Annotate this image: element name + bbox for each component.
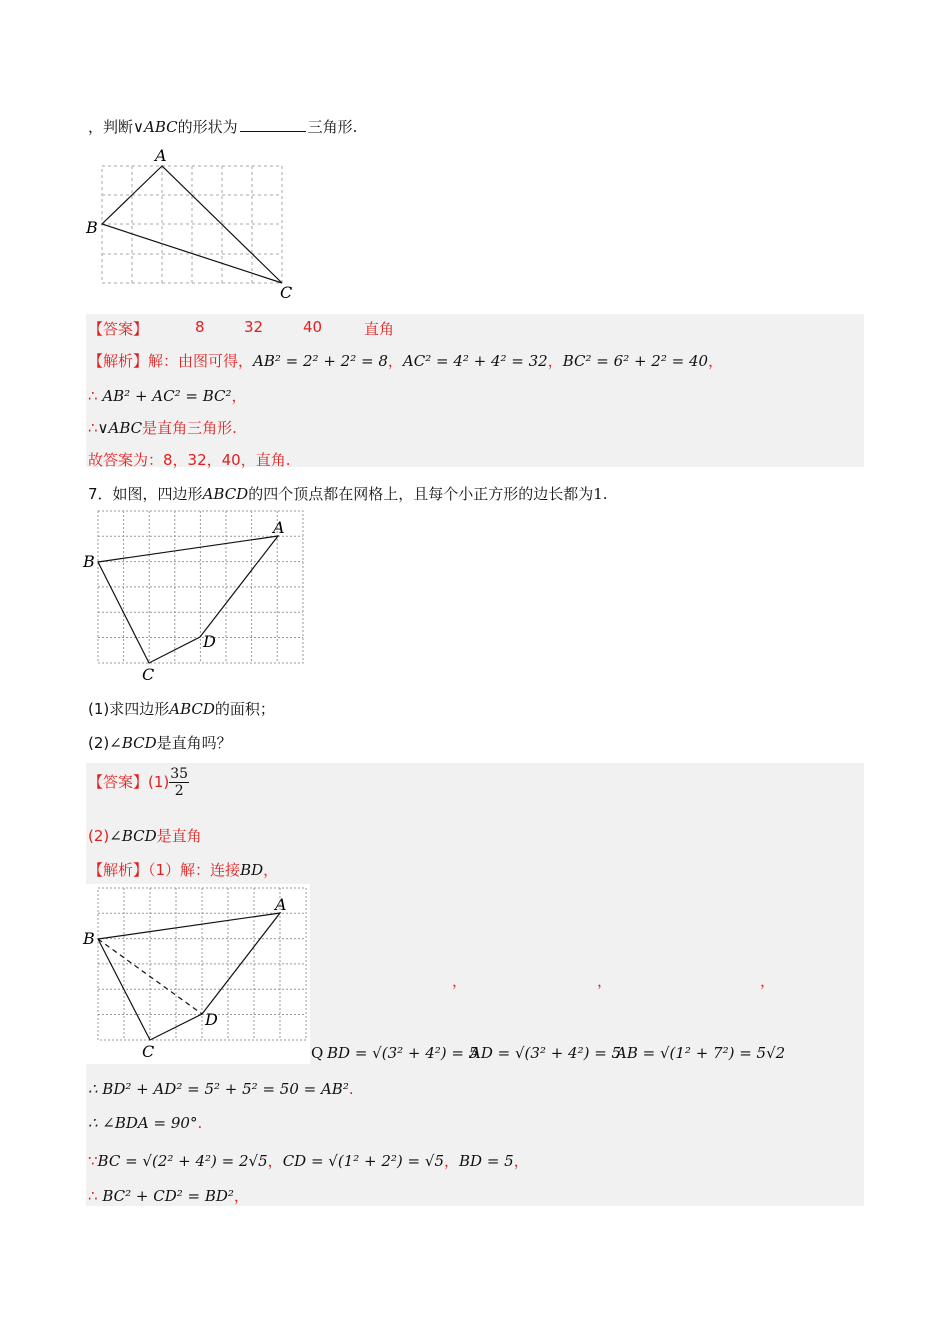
q6-analysis-line4: 故答案为：8，32，40，直角.	[88, 451, 291, 469]
q6-question-line	[88, 116, 357, 137]
q7-answer-label: 【答案】	[88, 773, 149, 791]
q7-answer1-fraction	[169, 766, 189, 799]
q6-triangle-symbol-2: ∨ABC	[97, 419, 143, 437]
q7-part1-math: ABCD	[169, 700, 215, 718]
q7-solution-figure	[82, 882, 312, 1062]
q7-line3-eq: ∴ ∠BDA = 90°	[88, 1114, 198, 1132]
q7-analysis-lead-end: ，	[263, 861, 279, 879]
q6-triangle-figure	[84, 144, 304, 302]
q6-analysis-line2	[88, 385, 247, 406]
q6-answer-value-2: 32	[244, 318, 264, 336]
q6-grid	[102, 166, 282, 283]
q7-part2-pre: (2)	[88, 734, 110, 752]
q7-line5-eq: BC² + CD² = BD²	[102, 1187, 234, 1205]
q7-stem-math: ABCD	[202, 485, 249, 503]
q7-solution-label-d: D	[205, 1010, 218, 1029]
q6-triangle-symbol: ∨ABC	[133, 118, 178, 136]
q7-solution-quadrilateral	[98, 913, 280, 1040]
q6-eq-ac: AC² = 4² + 4² = 32	[402, 352, 548, 370]
q6-conclusion-text: 是直角三角形.	[142, 419, 237, 437]
therefore-symbol: ∴	[88, 387, 98, 405]
q7-calc-q: Q	[311, 1044, 324, 1062]
q7-part2-math: ∠BCD	[109, 734, 157, 752]
q7-line3-period: .	[197, 1114, 203, 1132]
q6-sep-2: ，	[547, 352, 563, 370]
q7-answer1-pre: (1)	[148, 773, 170, 791]
q7-calc-ab: AB = √(1² + 7²) = 5√2	[616, 1044, 786, 1062]
q7-answer-line1	[88, 766, 189, 799]
q6-question-prefix: ，判断	[88, 118, 134, 136]
q7-analysis-lead-math: BD	[240, 861, 264, 879]
q7-comma-3: ，	[760, 972, 776, 990]
q6-answer-label: 【答案】	[88, 320, 149, 338]
q7-line2-period: .	[348, 1080, 354, 1098]
q6-answer-blank	[240, 117, 306, 132]
q6-pythag-eq: AB² + AC² = BC²	[102, 387, 232, 405]
q6-question-suffix: 三角形.	[307, 118, 358, 136]
q6-label-a: A	[155, 146, 167, 165]
q7-number: 7．	[88, 485, 113, 503]
q7-label-a: A	[273, 518, 285, 537]
q6-analysis-line1	[88, 350, 723, 371]
therefore-symbol-2: ∴	[88, 419, 98, 437]
q7-part2	[88, 732, 232, 753]
q7-comma-2: ，	[597, 972, 613, 990]
q7-label-c: C	[142, 665, 155, 684]
because-symbol: ∵	[88, 1152, 98, 1170]
q7-quadrilateral-figure	[82, 505, 308, 685]
q7-analysis-label: 【解析】	[88, 861, 149, 879]
q7-line5-end: ，	[233, 1187, 249, 1205]
q6-question-mid: 的形状为	[177, 118, 238, 136]
q7-answer1-numerator: 35	[170, 766, 189, 782]
q6-analysis-line3	[88, 417, 237, 438]
q7-answer2-pre: (2)	[88, 827, 110, 845]
q7-solution-label-a: A	[275, 895, 287, 914]
q7-answer2-math: ∠BCD	[109, 827, 157, 845]
q7-solution-label-c: C	[142, 1042, 155, 1061]
q6-label-c: C	[280, 283, 293, 302]
q7-line4	[88, 1150, 529, 1171]
q7-line4-sep1: ，	[267, 1152, 283, 1170]
q7-calc-ad: AD = √(3² + 4²) = 5	[470, 1044, 622, 1062]
q7-answer1-denominator: 2	[174, 783, 184, 799]
q7-line4-cd: CD = √(1² + 2²) = √5	[282, 1152, 444, 1170]
q6-answer-line	[88, 318, 148, 339]
q6-analysis-lead: 解：由图可得，	[148, 352, 254, 370]
q6-eq-ab: AB² = 2² + 2² = 8	[253, 352, 388, 370]
q7-line3	[88, 1114, 202, 1132]
q6-sep-3: ，	[708, 352, 724, 370]
q7-comma-1: ，	[452, 972, 468, 990]
q7-line5	[88, 1185, 249, 1206]
q7-stem-post: 的四个顶点都在网格上，且每个小正方形的边长都为	[248, 485, 594, 503]
q6-answer-value-1: 8	[195, 318, 205, 336]
q7-line2	[88, 1080, 354, 1098]
q7-label-b: B	[83, 552, 95, 571]
q7-analysis-lead: （1）解：连接	[148, 861, 241, 879]
q6-sep-4: ，	[231, 387, 247, 405]
q7-line2-eq: ∴ BD² + AD² = 5² + 5² = 50 = AB²	[88, 1080, 349, 1098]
q7-line4-sep2: ，	[443, 1152, 459, 1170]
q7-label-d: D	[203, 632, 216, 651]
q6-analysis-label: 【解析】	[88, 352, 149, 370]
q7-diagonal-bd	[98, 939, 202, 1014]
q7-stem-pre: 如图，四边形	[112, 485, 203, 503]
q6-eq-bc: BC² = 6² + 2² = 40	[562, 352, 709, 370]
q7-line4-sep3: ，	[513, 1152, 529, 1170]
q7-answer-line2	[88, 825, 202, 846]
q6-sep-1: ，	[387, 352, 403, 370]
q7-line4-bd: BD = 5	[459, 1152, 514, 1170]
q7-solution-label-b: B	[83, 929, 95, 948]
q7-stem-one: 1	[593, 485, 603, 503]
q6-answer-value-3: 40	[303, 318, 323, 336]
q7-stem	[88, 483, 608, 504]
q6-label-b: B	[86, 218, 98, 237]
q7-stem-end: .	[602, 485, 608, 503]
q6-answer-value-4: 直角	[364, 320, 395, 338]
q7-quadrilateral-abcd	[98, 536, 278, 663]
q7-part1-pre: (1)求四边形	[88, 700, 170, 718]
q7-part1	[88, 698, 275, 719]
q7-line4-bc: BC = √(2² + 4²) = 2√5	[97, 1152, 268, 1170]
q7-analysis-line	[88, 859, 278, 880]
q7-part1-post: 的面积；	[214, 700, 275, 718]
q7-calc-bd: BD = √(3² + 4²) = 5	[327, 1044, 479, 1062]
q7-answer2-post: 是直角	[156, 827, 202, 845]
q7-part2-post: 是直角吗？	[156, 734, 232, 752]
therefore-symbol-3: ∴	[88, 1187, 98, 1205]
